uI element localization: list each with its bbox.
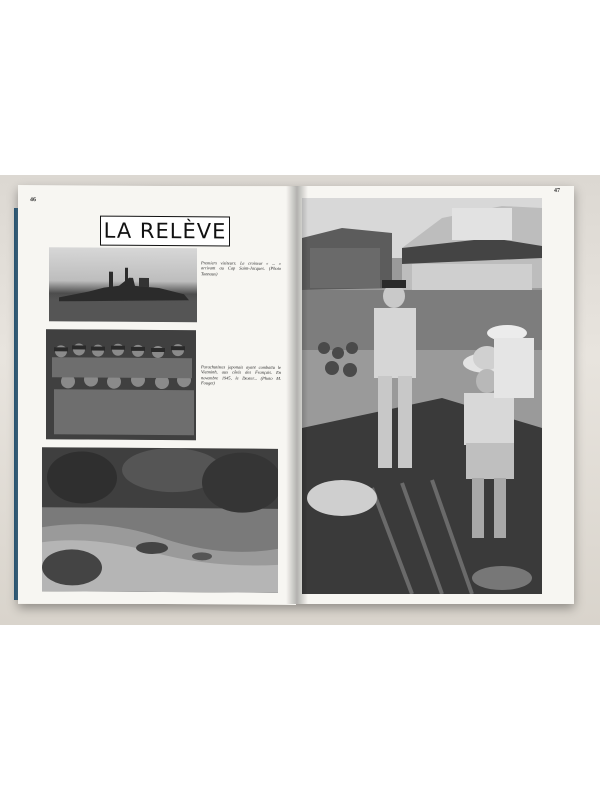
jungle-river-photo	[42, 447, 278, 593]
warship-photo	[49, 247, 197, 322]
caption-soldiers: Parachutistes japonais ayant combattu le Vietminh, aux côtés des Français. En novembre 1945, le Dexter... (Photo M. Fouget)	[201, 364, 281, 386]
caption-warship: Premiers visiteurs. Le croiseur « ... » arrivant au Cap Saint-Jacques. (Photo Tonnaux)	[201, 260, 281, 277]
page-title: LA RELÈVE	[100, 216, 230, 247]
left-page	[18, 185, 296, 605]
open-book	[18, 186, 574, 604]
harbor-officers-photo	[302, 198, 542, 594]
soldiers-group-photo	[46, 329, 196, 440]
left-page-number: 46	[30, 197, 36, 204]
right-page-number: 47	[554, 188, 560, 194]
book-gutter-shadow	[286, 186, 308, 604]
right-page	[296, 186, 574, 604]
